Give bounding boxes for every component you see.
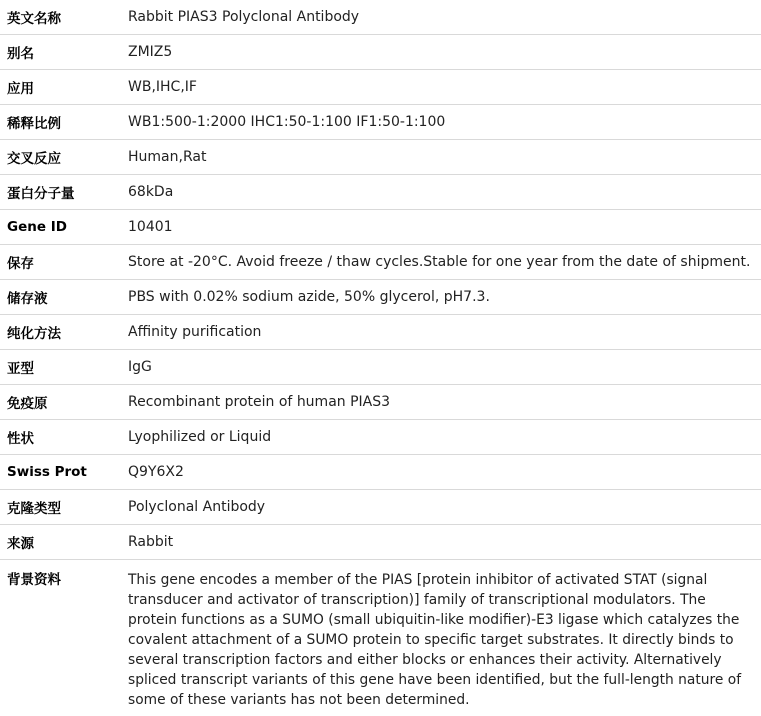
spec-label: 英文名称 xyxy=(0,0,121,34)
spec-row-purification xyxy=(0,314,761,349)
spec-label: 储存液 xyxy=(0,279,121,314)
spec-label: 免疫原 xyxy=(0,384,121,419)
spec-value: Rabbit xyxy=(121,524,761,559)
spec-row-english-name xyxy=(0,0,761,34)
spec-value: ZMIZ5 xyxy=(121,34,761,69)
spec-value: Store at -20°C. Avoid freeze / thaw cycles.Stable for one year from the date of shipment. xyxy=(121,244,761,279)
spec-value: Polyclonal Antibody xyxy=(121,489,761,524)
spec-label: Swiss Prot xyxy=(0,454,121,489)
spec-row-application xyxy=(0,69,761,104)
background-description: This gene encodes a member of the PIAS [protein inhibitor of activated STAT (signal transducer and activator of transcription)] family of transcriptional modulators. The protein functions as a SUMO (small ubiquitin-like modifier)-E3 ligase which catalyzes the covalent attachment of a SUMO protein to specific target substrates. It directly binds to several transcription factors and either blocks or enhances their activity. Alternatively spliced transcript variants of this gene have been identified, but the full-length nature of some of these variants has not been determined. xyxy=(128,571,742,708)
spec-label: 稀释比例 xyxy=(0,104,121,139)
spec-row-reactivity xyxy=(0,139,761,174)
spec-row-form xyxy=(0,419,761,454)
spec-row-immunogen xyxy=(0,384,761,419)
spec-label: 来源 xyxy=(0,524,121,559)
spec-label: 性状 xyxy=(0,419,121,454)
spec-label: Gene ID xyxy=(0,209,121,244)
spec-value: IgG xyxy=(121,349,761,384)
spec-label: 背景资料 xyxy=(7,571,61,588)
spec-value: Lyophilized or Liquid xyxy=(121,419,761,454)
spec-row-buffer xyxy=(0,279,761,314)
spec-label: 别名 xyxy=(0,34,121,69)
spec-value: 68kDa xyxy=(121,174,761,209)
spec-value: WB,IHC,IF xyxy=(121,69,761,104)
spec-value: Recombinant protein of human PIAS3 xyxy=(121,384,761,419)
spec-value: Q9Y6X2 xyxy=(121,454,761,489)
spec-label: 交叉反应 xyxy=(0,139,121,174)
spec-label: 保存 xyxy=(0,244,121,279)
spec-label: 亚型 xyxy=(0,349,121,384)
spec-label: 纯化方法 xyxy=(0,314,121,349)
spec-row-gene-id xyxy=(0,209,761,244)
spec-row-storage xyxy=(0,244,761,279)
spec-value: PBS with 0.02% sodium azide, 50% glycerol, pH7.3. xyxy=(121,279,761,314)
spec-row-clonality xyxy=(0,489,761,524)
spec-row-dilution xyxy=(0,104,761,139)
spec-row-isotype xyxy=(0,349,761,384)
spec-row-host xyxy=(0,524,761,559)
spec-row-alias xyxy=(0,34,761,69)
spec-value: 10401 xyxy=(121,209,761,244)
spec-label: 克隆类型 xyxy=(0,489,121,524)
spec-label: 应用 xyxy=(0,69,121,104)
spec-value: Human,Rat xyxy=(121,139,761,174)
spec-value: Rabbit PIAS3 Polyclonal Antibody xyxy=(121,0,761,34)
spec-value: WB1:500-1:2000 IHC1:50-1:100 IF1:50-1:100 xyxy=(121,104,761,139)
spec-row-molecular-weight xyxy=(0,174,761,209)
spec-row-swiss-prot xyxy=(0,454,761,489)
spec-value: Affinity purification xyxy=(121,314,761,349)
spec-row-background xyxy=(0,559,761,716)
spec-label: 蛋白分子量 xyxy=(0,174,121,209)
